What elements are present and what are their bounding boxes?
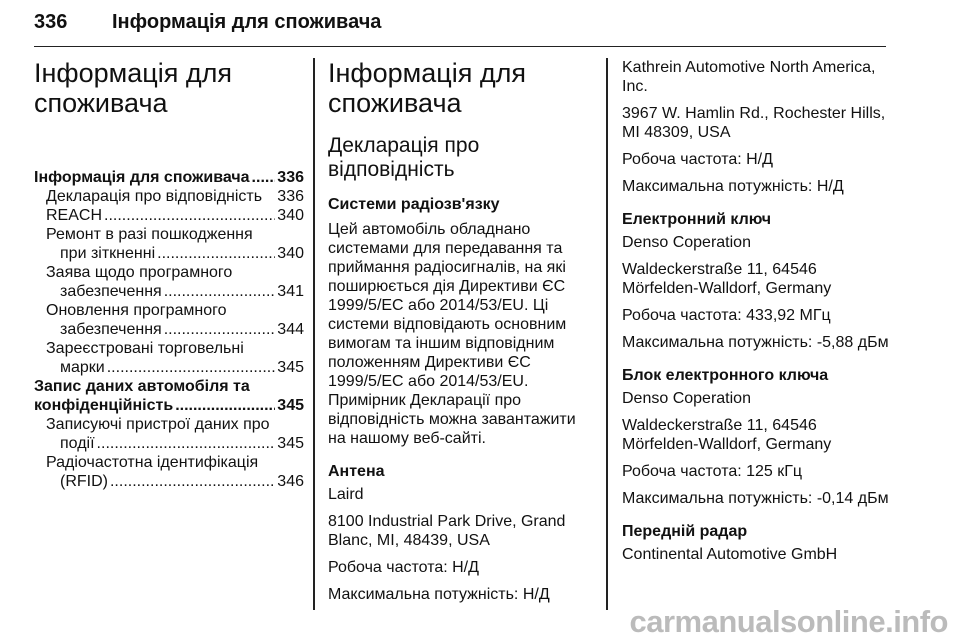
section-title: Інформація для споживача: [328, 58, 526, 118]
toc-entry[interactable]: [34, 282, 304, 301]
page-number: 336: [34, 11, 68, 33]
toc-entry-label: марки: [60, 359, 105, 376]
toc-entry-label: Запис даних автомобіля та: [34, 378, 250, 395]
toc-page-number: 336: [277, 188, 304, 205]
toc-entry-label: (RFID): [60, 473, 108, 490]
toc-leader-dots: [104, 206, 275, 225]
toc-page-number: 340: [277, 207, 304, 224]
toc-entry[interactable]: [34, 320, 304, 339]
toc-page-number: 336: [277, 169, 304, 186]
toc-entry-label: Заява щодо програмного: [46, 264, 233, 281]
toc-page-number: 345: [277, 435, 304, 452]
toc-page-number: 340: [277, 245, 304, 262]
toc-entry-label: Записуючі пристрої даних про: [46, 416, 270, 433]
toc-entry[interactable]: [34, 339, 304, 358]
toc-page-number: 345: [277, 359, 304, 376]
key-unit-power: Максимальна потужність: -0,14 дБм: [622, 490, 889, 507]
contents-column: [34, 58, 304, 491]
toc-leader-dots: [164, 320, 276, 339]
toc-entry[interactable]: [34, 358, 304, 377]
frequency: Робоча частота: Н/Д: [622, 151, 773, 168]
toc-entry[interactable]: [34, 472, 304, 491]
key-address: Waldeckerstraße 11, 64546 Mörfelden-Walldorf, Germany: [622, 261, 832, 297]
toc-entry-label: забезпечення: [60, 321, 162, 338]
toc-entry-label: Оновлення програмного: [46, 302, 227, 319]
watermark-logo: carmanualsonline.info: [629, 604, 948, 639]
chapter-title: Інформація для споживача: [34, 58, 232, 118]
radar-maker: Continental Automotive GmbH: [622, 546, 838, 563]
toc-entry-label: REACH: [46, 207, 103, 224]
right-column: [622, 58, 892, 572]
toc-entry[interactable]: [34, 415, 304, 434]
radar-heading: Передній радар: [622, 523, 748, 540]
toc-leader-dots: [97, 434, 276, 453]
toc-entry-label: забезпечення: [60, 283, 162, 300]
key-unit-frequency: Робоча частота: 125 кГц: [622, 463, 803, 480]
toc-entry[interactable]: [34, 263, 304, 282]
toc-entry[interactable]: [34, 396, 304, 415]
antenna-frequency: Робоча частота: Н/Д: [328, 559, 479, 576]
toc-entry-label: Ремонт в разі пошкодження: [46, 226, 253, 243]
toc-entry[interactable]: [34, 187, 304, 206]
toc-leader-dots: [110, 472, 275, 491]
toc-entry[interactable]: [34, 244, 304, 263]
key-frequency: Робоча частота: 433,92 МГц: [622, 307, 831, 324]
key-unit-heading: Блок електронного ключа: [622, 367, 829, 384]
antenna-address: 8100 Industrial Park Drive, Grand Blanc, MI, 48439, USA: [328, 513, 566, 549]
toc-leader-dots: [107, 358, 276, 377]
body-paragraph: Цей автомобіль обладнано системами для передавання та приймання радіосигналів, на які поширюється дія Директиви ЄС 1999/5/ЕС або 2014/53/EU. Ці системи відповідають основним вимогам та іншим відповідним положенням Директиви ЄС 1999/5/ЕС або 2014/53/EU. Примірник Декларації про відповідність можна завантажити на нашому веб-сайті.: [328, 221, 576, 447]
toc-entry-label: Зареєстровані торговельні: [46, 340, 244, 357]
toc-leader-dots: [252, 168, 276, 187]
toc-entry-label: Декларація про відповідність: [46, 188, 263, 205]
toc-entry-label: події: [60, 435, 95, 452]
toc-page-number: 341: [277, 283, 304, 300]
toc-page-number: 344: [277, 321, 304, 338]
toc-entry-label: конфіденційність: [34, 397, 174, 414]
toc-entry[interactable]: [34, 453, 304, 472]
page-header: [34, 6, 886, 47]
antenna-power: Максимальна потужність: Н/Д: [328, 586, 550, 603]
key-unit-maker: Denso Coperation: [622, 390, 751, 407]
toc-entry[interactable]: [34, 206, 304, 225]
toc-entry-label: Інформація для споживача: [34, 169, 250, 186]
topic-heading: Системи радіозв'язку: [328, 196, 500, 213]
toc-page-number: 346: [277, 473, 304, 490]
company-name: Kathrein Automotive North America, Inc.: [622, 59, 876, 95]
middle-column: [328, 58, 586, 612]
toc-entry[interactable]: [34, 377, 304, 396]
toc-leader-dots: [175, 396, 275, 415]
toc-entry-label: Радіочастотна ідентифікація: [46, 454, 259, 471]
antenna-heading: Антена: [328, 463, 385, 480]
max-power: Максимальна потужність: Н/Д: [622, 178, 844, 195]
column-divider: [313, 58, 315, 610]
toc-entry-label: при зіткненні: [60, 245, 156, 262]
toc-entry[interactable]: [34, 225, 304, 244]
toc-entry[interactable]: [34, 168, 304, 187]
key-maker: Denso Coperation: [622, 234, 751, 251]
key-power: Максимальна потужність: -5,88 дБм: [622, 334, 889, 351]
company-address: 3967 W. Hamlin Rd., Rochester Hills, MI 48309, USA: [622, 105, 886, 141]
key-heading: Електронний ключ: [622, 211, 772, 228]
toc-leader-dots: [157, 244, 275, 263]
column-divider: [606, 58, 608, 610]
table-of-contents: [34, 168, 304, 491]
antenna-maker: Laird: [328, 486, 364, 503]
toc-page-number: 345: [277, 397, 304, 414]
running-title: Інформація для споживача: [112, 11, 382, 33]
toc-entry[interactable]: [34, 434, 304, 453]
subsection-title: Декларація про відповідність: [328, 134, 480, 181]
toc-entry[interactable]: [34, 301, 304, 320]
key-unit-address: Waldeckerstraße 11, 64546 Mörfelden-Walldorf, Germany: [622, 417, 832, 453]
toc-leader-dots: [164, 282, 276, 301]
